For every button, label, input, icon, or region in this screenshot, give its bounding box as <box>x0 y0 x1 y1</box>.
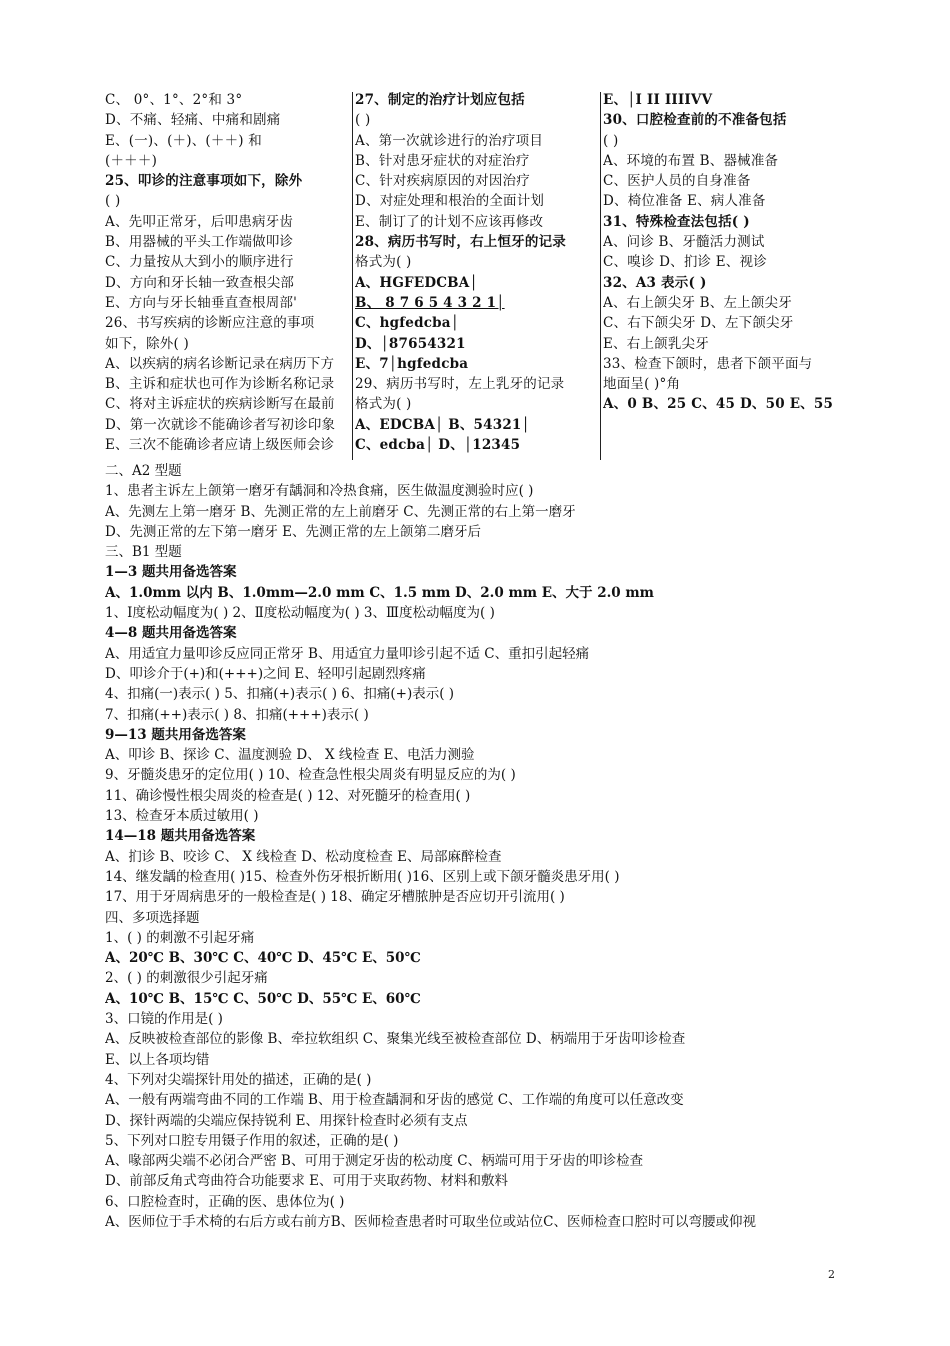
text-line: ( ) <box>603 132 619 149</box>
text-line: A、1.0mm 以内 B、1.0mm—2.0 mm C、1.5 mm D、2.0 mm E、大于 2.0 mm <box>105 584 654 601</box>
text-line: B、用器械的平头工作端做叩诊 <box>105 234 294 251</box>
text-line: A、问诊 B、牙髓活力测试 <box>603 234 765 251</box>
text-line: D、叩诊介于(+)和(+++)之间 E、轻叩引起剧烈疼痛 <box>105 665 426 682</box>
text-line: E、制订了的计划不应该再修改 <box>355 213 544 230</box>
question-line: 31、特殊检查法包括( ) <box>603 213 750 230</box>
question-line: 30、口腔检查前的不准备包括 <box>603 112 787 129</box>
text-line: D、椅位准备 E、病人准备 <box>603 193 766 210</box>
text-line: A、反映被检查部位的影像 B、牵拉软组织 C、聚集光线至被检查部位 D、柄端用于牙齿叩诊检查 <box>105 1031 686 1048</box>
text-line: C、edcba│ D、│12345 <box>355 437 521 454</box>
question-line: 13、检查牙本质过敏用( ) <box>105 808 259 825</box>
text-line: A、一般有两端弯曲不同的工作端 B、用于检查龋洞和牙齿的感觉 C、工作端的角度可以任意改变 <box>105 1092 684 1109</box>
text-line: D、不痛、轻痛、中痛和剧痛 <box>105 112 281 129</box>
column-3 <box>603 90 845 460</box>
text-line: A、0 B、25 C、45 D、50 E、55 <box>603 396 834 413</box>
text-line: (＋＋＋) <box>105 152 158 169</box>
section-heading: 三、B1 型题 <box>105 544 182 561</box>
question-line: 1、患者主诉左上颌第一磨牙有龋洞和冷热食痛，医生做温度测验时应( ) <box>105 483 534 500</box>
text-line: A、HGFEDCBA│ <box>355 274 478 291</box>
column-divider <box>600 92 601 460</box>
text-line: D、对症处理和根治的全面计划 <box>355 193 545 210</box>
text-line: D、方向和牙长轴一致查根尖部 <box>105 274 295 291</box>
question-line: 2、( ) 的刺激很少引起牙痛 <box>105 970 268 987</box>
text-line: D、第一次就诊不能确诊者写初诊印象 <box>105 416 336 433</box>
text-line: A、EDCBA│ B、54321│ <box>355 416 530 433</box>
text-line: C、嗅诊 D、扪诊 E、视诊 <box>603 254 767 271</box>
column-1 <box>105 90 355 460</box>
text-line: A、先叩正常牙，后叩患病牙齿 <box>105 213 294 230</box>
group-heading: 9—13 题共用备选答案 <box>105 726 246 743</box>
text-line: C、力量按从大到小的顺序进行 <box>105 254 294 271</box>
text-line: A、扪诊 B、咬诊 C、 X 线检查 D、松动度检查 E、局部麻醉检查 <box>105 848 502 865</box>
question-line: 11、确诊慢性根尖周炎的检查是( ) 12、对死髓牙的检查用( ) <box>105 787 471 804</box>
text-line: B、针对患牙症状的对症治疗 <box>355 152 530 169</box>
text-line: A、叩诊 B、探诊 C、温度测验 D、 X 线检查 E、电活力测验 <box>105 747 475 764</box>
text-line: C、右下颌尖牙 D、左下颌尖牙 <box>603 315 794 332</box>
text-line: D、探针两端的尖端应保持锐利 E、用探针检查时必须有支点 <box>105 1112 468 1129</box>
group-heading: 1—3 题共用备选答案 <box>105 564 237 581</box>
text-line: A、第一次就诊进行的治疗项目 <box>355 132 544 149</box>
question-line: 1、( ) 的刺激不引起牙痛 <box>105 929 255 946</box>
section-heading: 二、A2 型题 <box>105 463 182 479</box>
page-number: 2 <box>828 1268 835 1281</box>
question-line: 4、扣痛(一)表示( ) 5、扣痛(+)表示( ) 6、扣痛(+)表示( ) <box>105 686 455 703</box>
question-line: 7、扣痛(++)表示( ) 8、扣痛(+++)表示( ) <box>105 706 369 723</box>
column-2 <box>355 90 603 460</box>
question-line: 33、检查下颌时，患者下颌平面与 <box>603 355 813 372</box>
text-line: C、医护人员的自身准备 <box>603 173 751 190</box>
lower-section <box>105 461 865 1232</box>
question-line: 6、口腔检查时，正确的医、患体位为( ) <box>105 1193 345 1210</box>
section-heading: 四、多项选择题 <box>105 909 200 926</box>
question-line: 1、Ⅰ度松动幅度为( ) 2、Ⅱ度松动幅度为( ) 3、Ⅲ度松动幅度为( ) <box>105 605 495 622</box>
group-heading: 4—8 题共用备选答案 <box>105 625 237 642</box>
text-line: E、(一)、(＋)、(＋＋) 和 <box>105 132 262 149</box>
text-line: E、│I II IIIIVV <box>603 92 713 108</box>
text-line: C、将对主诉症状的疾病诊断写在最前 <box>105 396 335 413</box>
question-line: 26、书写疾病的诊断应注意的事项 <box>105 315 315 332</box>
text-line: E、方向与牙长轴垂直查根周部' <box>105 294 298 311</box>
three-column-section <box>105 90 845 460</box>
text-line: B、主诉和症状也可作为诊断名称记录 <box>105 376 335 393</box>
question-line: 27、制定的治疗计划应包括 <box>355 92 525 108</box>
question-line: 5、下列对口腔专用镊子作用的叙述，正确的是( ) <box>105 1132 399 1149</box>
text-line: A、环境的布置 B、器械准备 <box>603 152 779 169</box>
text-line: 格式为( ) <box>355 396 412 413</box>
text-line: C、针对疾病原因的对因治疗 <box>355 173 530 190</box>
text-line: A、先测左上第一磨牙 B、先测正常的左上前磨牙 C、先测正常的右上第一磨牙 <box>105 503 576 520</box>
text-line: A、20℃ B、30℃ C、40℃ D、45℃ E、50℃ <box>105 950 421 967</box>
question-line: 29、病历书写时，左上乳牙的记录 <box>355 376 565 393</box>
text-line: C、 0°、1°、2°和 3° <box>105 92 243 108</box>
text-line: ( ) <box>355 112 371 129</box>
question-line: 28、病历书写时，右上恒牙的记录 <box>355 234 566 251</box>
text-line: A、医师位于手术椅的右后方或右前方B、医师检查患者时可取坐位或站位C、医师检查口腔时可以弯腰或仰视 <box>105 1213 756 1230</box>
text-line: D、前部反角式弯曲符合功能要求 E、可用于夹取药物、材料和敷料 <box>105 1173 508 1190</box>
text-line: D、先测正常的左下第一磨牙 E、先测正常的左上颌第二磨牙后 <box>105 523 481 540</box>
text-line: D、│87654321 <box>355 335 466 352</box>
text-line: 格式为( ) <box>355 254 412 271</box>
group-heading: 14—18 题共用备选答案 <box>105 828 256 845</box>
question-line: 9、牙髓炎患牙的定位用( ) 10、检查急性根尖周炎有明显反应的为( ) <box>105 767 516 784</box>
text-line: E、三次不能确诊者应请上级医师会诊 <box>105 437 335 454</box>
question-line: 32、A3 表示( ) <box>603 274 707 291</box>
question-line: 14、继发龋的检查用( )15、检查外伤牙根折断用( )16、区别上或下颌牙髓炎患牙用( ) <box>105 868 620 885</box>
column-divider <box>352 92 353 460</box>
text-line: E、右上颌乳尖牙 <box>603 335 709 352</box>
text-line: C、hgfedcba│ <box>355 315 460 332</box>
text-line: A、10℃ B、15℃ C、50℃ D、55℃ E、60℃ <box>105 990 421 1007</box>
question-line: 3、口镜的作用是( ) <box>105 1011 223 1028</box>
text-line: A、以疾病的病名诊断记录在病历下方 <box>105 355 335 372</box>
text-line: A、右上颌尖牙 B、左上颌尖牙 <box>603 294 792 311</box>
question-line: 25、叩诊的注意事项如下，除外 <box>105 173 303 190</box>
text-line: 地面呈( )°角 <box>603 376 681 393</box>
text-line: A、用适宜力量叩诊反应同正常牙 B、用适宜力量叩诊引起不适 C、重扣引起轻痛 <box>105 645 590 662</box>
question-line: 4、下列对尖端探针用处的描述，正确的是( ) <box>105 1071 372 1088</box>
text-line: 如下，除外( ) <box>105 335 189 352</box>
text-line: E、以上各项均错 <box>105 1051 210 1068</box>
text-line: ( ) <box>105 193 121 210</box>
question-line: 17、用于牙周病患牙的一般检查是( ) 18、确定牙槽脓肿是否应切开引流用( ) <box>105 889 565 906</box>
text-line: E、7│hgfedcba <box>355 355 469 372</box>
text-line: A、喙部两尖端不必闭合严密 B、可用于测定牙齿的松动度 C、柄端可用于牙齿的叩诊检查 <box>105 1153 644 1170</box>
text-line: B、 8 7 6 5 4 3 2 1│ <box>355 294 505 311</box>
